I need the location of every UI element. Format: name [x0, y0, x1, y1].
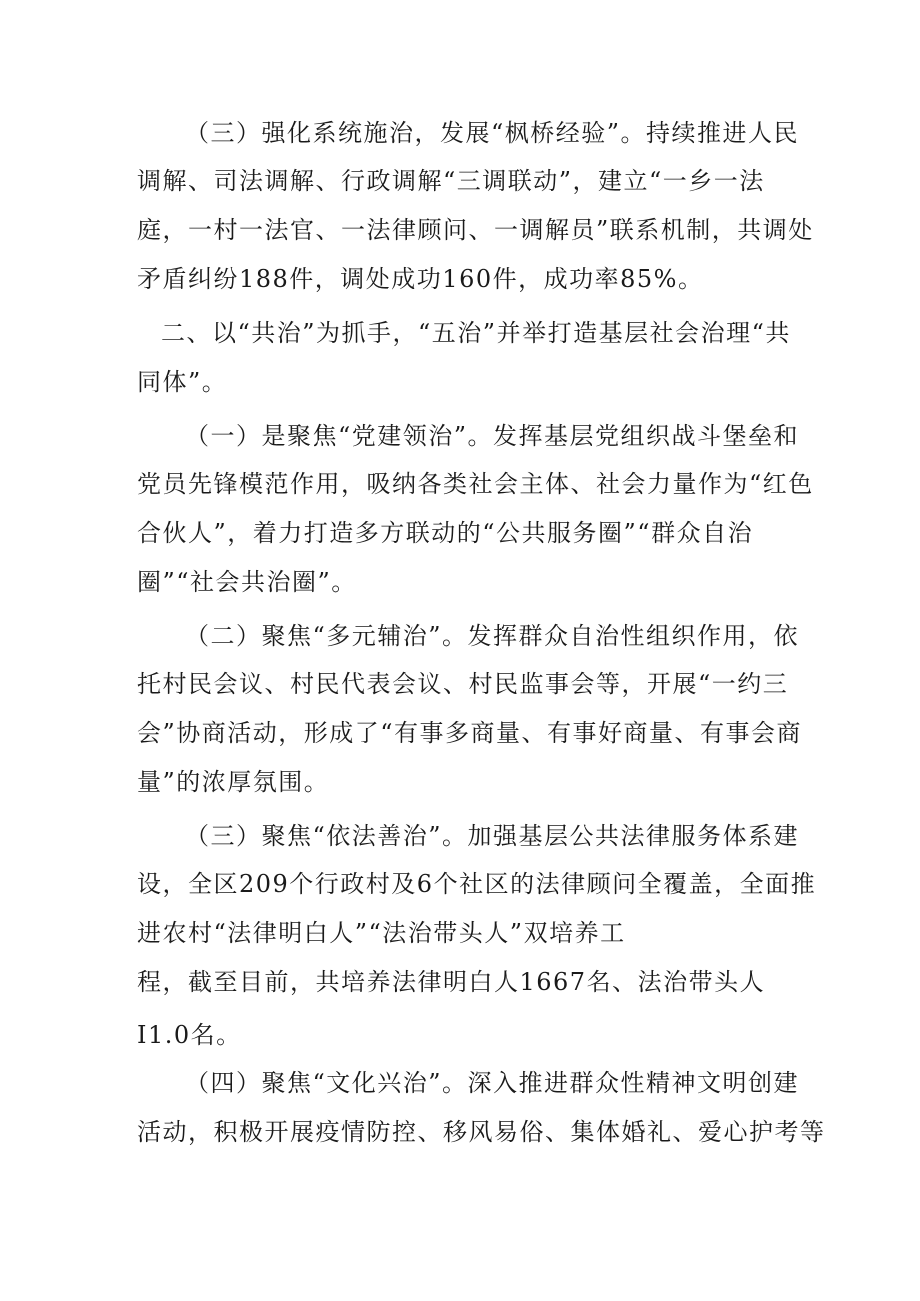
text-line: 矛盾纠纷188件，调处成功160件，成功率85%。 [137, 265, 704, 293]
text-line: （三）聚焦“依法善治”。加强基层公共法律服务体系建 [185, 822, 800, 850]
text-line: （二）聚焦“多元辅治”。发挥群众自治性组织作用，依 [185, 622, 800, 650]
section-heading: 二、以“共治”为抓手，“五治”并举打造基层社会治理“共 [161, 319, 791, 347]
text-line: （四）聚焦“文化兴治”。深入推进群众性精神文明创建 [185, 1069, 800, 1097]
text-line: I1.0名。 [137, 1021, 242, 1049]
text-line: 庭，一村一法官、一法律顾问、一调解员”联系机制，共调处 [137, 216, 814, 244]
text-line: 党员先锋模范作用，吸纳各类社会主体、社会力量作为“红色 [137, 470, 814, 498]
text-line: 托村民会议、村民代表会议、村民监事会等，开展“一约三 [137, 670, 789, 698]
text-line: （一）是聚焦“党建领治”。发挥基层党组织战斗堡垒和 [185, 422, 800, 450]
text-line: 活动，积极开展疫情防控、移风易俗、集体婚礼、爱心护考等 [137, 1118, 826, 1146]
text-line: 调解、司法调解、行政调解“三调联动”，建立“一乡一法 [137, 167, 765, 195]
section-heading-continued: 同体”。 [137, 368, 228, 396]
text-line: 圈”“社会共治圈”。 [137, 568, 357, 596]
text-line: （三）强化系统施治，发展“枫桥经验”。持续推进人民 [185, 119, 800, 147]
text-line: 设，全区209个行政村及6个社区的法律顾问全覆盖，全面推 [137, 870, 817, 898]
text-line: 会”协商活动，形成了“有事多商量、有事好商量、有事会商 [137, 719, 803, 747]
text-line: 量”的浓厚氛围。 [137, 768, 330, 796]
text-line: 程，截至目前，共培养法律明白人1667名、法治带头人 [137, 968, 766, 996]
text-line: 合伙人”，着力打造多方联动的“公共服务圈”“群众自治 [137, 519, 754, 547]
text-line: 进农村“法律明白人”“法治带头人”双培养工 [137, 919, 626, 947]
